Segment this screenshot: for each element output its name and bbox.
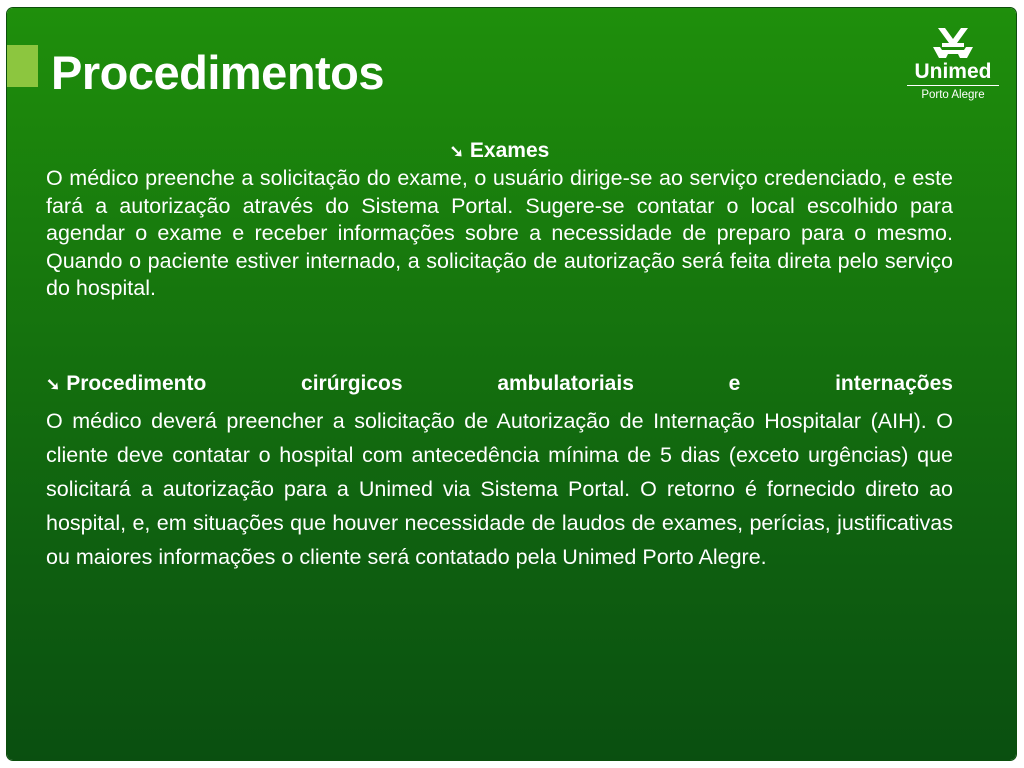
page-title: Procedimentos xyxy=(51,46,385,99)
heading-word-text: Procedimento xyxy=(66,372,207,395)
section-exames xyxy=(46,138,953,303)
logo-divider xyxy=(907,85,999,86)
heading-word: cirúrgicos xyxy=(301,372,403,395)
heading-word: internações xyxy=(835,372,953,395)
arrow-down-right-icon: ➘ xyxy=(449,142,464,161)
unimed-logo xyxy=(900,28,1006,110)
arrow-down-right-icon: ➘ xyxy=(46,375,61,394)
logo-city: Porto Alegre xyxy=(921,89,985,101)
heading-word: ambulatoriais xyxy=(497,372,634,395)
section-heading-exames-label: Exames xyxy=(469,139,550,162)
title-accent-square xyxy=(7,45,38,87)
section-heading-procedimentos xyxy=(46,371,953,398)
section-body-procedimentos: O médico deverá preencher a solicitação de Autorização de Internação Hospitalar (AIH). O cliente deve contatar o hospital com antecedência mínima de 5 dias (exceto urgências) que solicitará a autorização para a Unimed via Sistema Portal. O retorno é fornecido direto ao hospital, e, em situações que houver necessidade de laudos de exames, perícias, justificativas ou maiores informações o cliente será contatado pela Unimed Porto Alegre. xyxy=(46,409,953,569)
logo-brand-name: Unimed xyxy=(914,60,992,83)
unimed-tree-logo-icon xyxy=(931,28,975,58)
section-body-exames: O médico preenche a solicitação do exame, o usuário dirige-se ao serviço credenciado, e este fará a autorização através do Sistema Portal. Sugere-se contatar o local escolhido para agendar o exame e receber informações sobre a necessidade de preparo para o mesmo. Quando o paciente estiver internado, a solicitação de autorização será feita direta pelo serviço do hospital. xyxy=(46,166,953,300)
heading-word xyxy=(46,371,206,398)
heading-word: e xyxy=(728,372,741,395)
section-heading-exames xyxy=(46,138,953,165)
section-procedimentos xyxy=(46,371,953,574)
slide-panel xyxy=(7,8,1016,760)
